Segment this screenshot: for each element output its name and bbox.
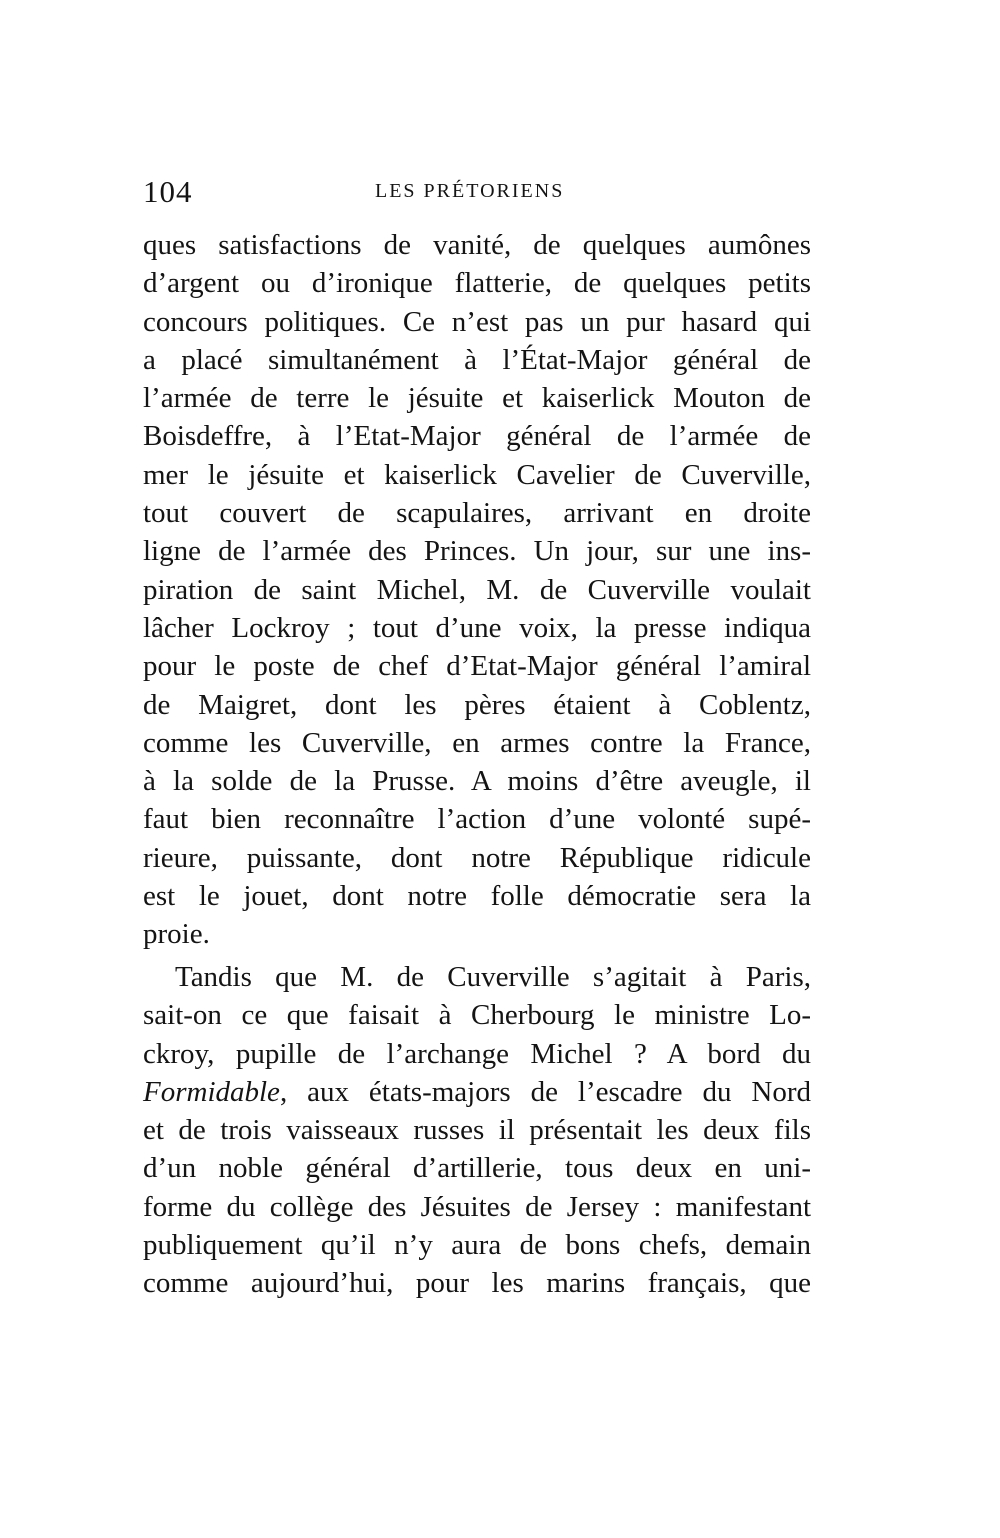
- text-line: forme du collège des Jésuites de Jersey : manifestant: [143, 1190, 811, 1223]
- text-line: rieure, puissante, dont notre République ridicule: [143, 841, 811, 874]
- running-title: LES PRÉTORIENS: [375, 180, 565, 202]
- text-line: publiquement qu’il n’y aura de bons chefs, demain: [143, 1229, 811, 1262]
- text-line: tout couvert de scapulaires, arrivant en droite: [143, 497, 811, 530]
- text-line: d’un noble général d’artillerie, tous deux en uni-: [143, 1152, 811, 1185]
- paragraph-1: [143, 226, 811, 954]
- running-head: [143, 174, 811, 214]
- text-line: concours politiques. Ce n’est pas un pur hasard qui: [143, 305, 811, 338]
- text-line: comme aujourd’hui, pour les marins français, que: [143, 1267, 811, 1300]
- ship-name: Formidable: [143, 1075, 280, 1108]
- paragraph-2: [143, 958, 811, 1303]
- text-line: proie.: [143, 918, 210, 951]
- text-line: d’argent ou d’ironique flatterie, de quelques petits: [143, 267, 811, 300]
- text-line: comme les Cuverville, en armes contre la France,: [143, 726, 811, 759]
- text-line: l’armée de terre le jésuite et kaiserlick Mouton de: [143, 382, 811, 415]
- text-line: sait-on ce que faisait à Cherbourg le ministre Lo-: [143, 999, 811, 1032]
- text-fragment: , aux états-majors de l’escadre du Nord: [279, 1075, 811, 1108]
- text-line: et de trois vaisseaux russes il présentait les deux fils: [143, 1114, 811, 1147]
- text-line: faut bien reconnaître l’action d’une volonté supé-: [143, 803, 811, 836]
- text-line: ckroy, pupille de l’archange Michel ? A bord du: [143, 1037, 811, 1070]
- text-line: à la solde de la Prusse. A moins d’être aveugle, il: [143, 765, 811, 798]
- text-line-with-ship-name: [143, 1073, 811, 1111]
- text-line: mer le jésuite et kaiserlick Cavelier de Cuverville,: [143, 458, 811, 491]
- text-line: est le jouet, dont notre folle démocratie sera la: [143, 880, 811, 913]
- text-line: de Maigret, dont les pères étaient à Coblentz,: [143, 688, 811, 721]
- text-line: piration de saint Michel, M. de Cuverville voulait: [143, 573, 811, 606]
- page-number: 104: [143, 174, 193, 209]
- text-line: a placé simultanément à l’État-Major général de: [143, 343, 811, 376]
- text-line: Tandis que M. de Cuverville s’agitait à Paris,: [175, 961, 811, 993]
- text-line: pour le poste de chef d’Etat-Major général l’amiral: [143, 650, 811, 683]
- text-line: lâcher Lockroy ; tout d’une voix, la presse indiqua: [143, 611, 811, 644]
- text-line: ques satisfactions de vanité, de quelques aumônes: [143, 229, 811, 261]
- text-line: ligne de l’armée des Princes. Un jour, sur une ins-: [143, 535, 811, 568]
- text-line: Boisdeffre, à l’Etat-Major général de l’armée de: [143, 420, 811, 453]
